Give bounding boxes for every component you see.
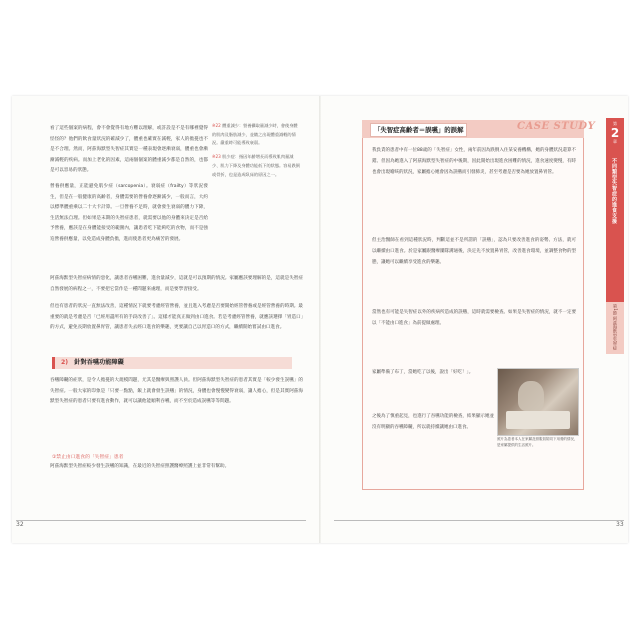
case-paragraph-5: 之後為了慎重起見，也進行了吞嚥功能的檢查，結果顯示她並沒有明顯的吞嚥障礙，所以就持續讓她由口進食。 <box>372 414 494 430</box>
case-paragraph-2: 但主治醫師在看到這種狀況時，判斷這並不是所謂的「誤嚥」，認為只要改善進食的姿勢、方法，就可以繼續由口進食。於是家屬跟醫療團隊溝通後，決定先不放置鼻胃管，改善進食環境，並調整食物的型態，讓她可以繼續享受進食的樂趣。 <box>372 238 576 265</box>
sub-heading: ①禁止由口進食的「失智症」患者 <box>52 455 124 460</box>
side-note-1-text: 體重減少：營養攝取量減少時，會使身體的肌肉及脂肪減少，並隨之出現體重減輕的情況。嚴重時可能導致衰弱。 <box>212 123 298 146</box>
book-gutter <box>319 96 321 543</box>
side-note-2-text: 肌少症：指因年齡增長而導致肌肉量減少、肌力下降及身體功能低下的狀態。容易跌倒或骨折，也是造成臥床的原因之一。 <box>212 154 300 177</box>
case-study-title: 「失智症高齡者＝誤嚥」的誤解 <box>370 123 467 137</box>
section-number: 2) <box>61 359 69 366</box>
side-notes <box>212 122 300 184</box>
left-paragraph-6: 阿茲海默型失智症較少發生誤嚥的知識，在最近的失智症照護醫療照護上並非常有幫助。 <box>50 464 230 469</box>
section-title: 針對吞嚥功能障礙 <box>74 359 124 366</box>
photo-person-figure <box>518 381 544 411</box>
side-note-1-mark: ※22 <box>212 123 221 128</box>
photo-table <box>506 411 570 429</box>
chapter-number: 2 <box>610 126 620 140</box>
photo-caption: 照片為患者本人在家屬及照服員陪同下用餐的情況，是家屬提供的生活照片。 <box>497 437 578 447</box>
case-paragraph-1: 我負責的患者中有一位88歲的「失智症」女性，兩年前因為跌倒入住某安養機構，她的身體狀況還算不錯。但因為她進入了阿茲海默型失智症的中後期，因此開始出現進食困難的情況，進食速度變慢，有時也會出現嗆咳的狀況，家屬擔心她會因為誤嚥而引發肺炎，甚至考慮是否要為她放置鼻胃管。 <box>372 148 576 175</box>
side-note-2-mark: ※23 <box>212 154 221 160</box>
right-page-number: 33 <box>616 521 624 528</box>
section-heading <box>52 357 292 369</box>
right-footer-rule <box>334 520 624 521</box>
section-tab <box>606 302 624 354</box>
section-tab-label: 第1節 阿茲海默型失智症 <box>613 304 618 350</box>
chapter-title: 不同類型失智症的進食支援 <box>611 158 617 224</box>
side-note-1 <box>212 122 300 148</box>
side-note-2 <box>212 153 300 179</box>
case-paragraph-4: 家屬準備了布丁，當她吃了以後，說出「好吃！」。 <box>372 370 474 375</box>
case-study-label: CASE STUDY <box>517 121 596 132</box>
left-paragraph-4: 但也有患者的狀況一直無法改善，這種情況下就要考慮經管營養，並且進入考慮是否要開始經管營養或是經管營養的時期。最重要的就是考慮是否「已經用盡所有的手段改善了」。這樣才能真正做到由口進食。若是考慮經管營養，就應該選擇「胃造口」的方式，避免長期放置鼻胃管，讓患者失去經口進食的樂趣，更要讓自己以胃造口的方式，繼續開始嘗試由口進食。 <box>50 304 303 331</box>
chapter-marker <box>609 121 621 145</box>
left-paragraph-3: 阿茲海默型失智症病情的惡化，讓患者吞嚥困難，進食量減少，這就是可以預期的情況。家屬應該要理解的是，這就是失智症自然發展的病程之一，不要把它當作是一種問題來處理，而是要學習接受。 <box>50 276 303 292</box>
case-study-photo <box>497 368 579 436</box>
left-paragraph-2: 營養供應量，正能避免肌少症（sarcopenia）。衰弱症（frailty）等狀況發生，但是在一般健康的高齡者，身體需要的營養會逐漸減少，一般而言，大約以標準體重乘以二十大卡計算。一旦營養不足時，就會發生衰弱的體力下降，生活無法自理。但如果是末期的失智症患者，就需要以他的身體來決定是否給予營養，應該是在身體能接受的範圍內，讓患者吃下能夠吃的食物，而不是強迫營養供應量，以免造成身體負擔，進而使患者更為痛苦的發展。 <box>50 184 208 242</box>
case-paragraph-3: 當然也有可能是失智症以外的疾病所造成的誤嚥，這時就需要檢查。如果是失智症的情況，就不一定要以「不能由口進食」為前提做處理。 <box>372 310 576 326</box>
left-paragraph-5: 吞嚥障礙的症狀，是令人擔憂的大規模問題，尤其是醫療與照護人員。但阿茲海默型失智症的患者其實是「較少發生誤嚥」的失智症。一般大家的印象是「只要一點點，飯上就會發生誤嚥」的情況，身體也會慢慢變得衰弱，讓人擔心，但是其實阿茲海默型失智症的患者只要有進食動作，就可以讓他能順利吞嚥，而不至於造成誤嚥等等問題。 <box>50 378 303 405</box>
chapter-label: 第 <box>613 121 617 126</box>
chapter-tab <box>606 118 624 302</box>
chapter-suffix: 章 <box>613 139 617 144</box>
left-paragraph-1: 看了這些個案的病程，會不會覺得有地方難以理解，或許設是不是有哪裡覺得怪怪的？他們的飲食量狀況的確減少了，體重也確實在減輕，家人的擔憂也不是不合理。然而，阿茲海默型失智症其實是一種表現會逐漸衰弱，體重也會漸漸減輕的疾病。而加上老化的因素，這兩個個案的體重減少都是自然的，也都是可以容易的狀態。 <box>50 126 208 174</box>
left-page-number: 32 <box>16 521 24 528</box>
left-footer-rule <box>16 520 306 521</box>
